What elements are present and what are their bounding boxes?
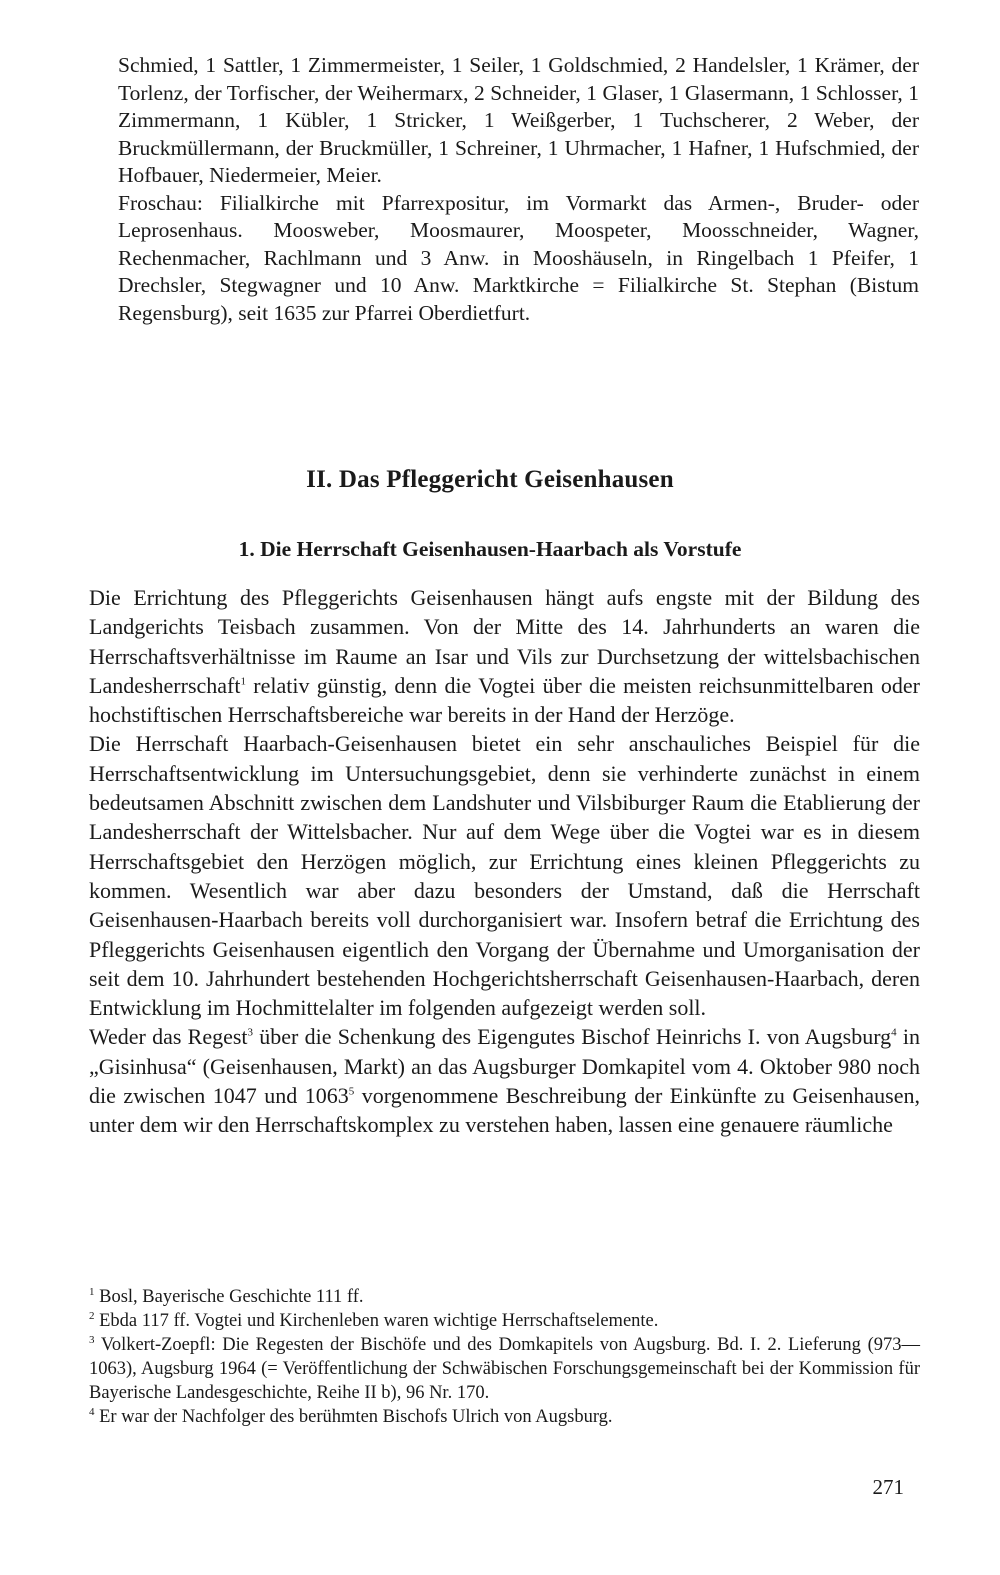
subsection-heading: 1. Die Herrschaft Geisenhausen-Haarbach als Vorstufe	[238, 537, 742, 561]
footnote-text: Volkert-Zoepfl: Die Regesten der Bischöfe und des Domkapitels von Augsburg. Bd. I. 2. Lieferung (973—1063), Augsburg 1964 (= Veröffentlichung der Schwäbischen Forschungsgemeinschaft bei der Kommission für Bayerische Landesgeschichte, Reihe II b), 96 Nr. 170.	[89, 1335, 921, 1403]
footnote-text: Er war der Nachfolger des berühmten Bischofs Ulrich von Augsburg.	[99, 1407, 613, 1427]
continued-paragraph: Schmied, 1 Sattler, 1 Zimmermeister, 1 Seiler, 1 Goldschmied, 2 Handelsler, 1 Krämer, der Torlenz, der Torfischer, der Weihermarx, 2 Schneider, 1 Glaser, 1 Glasermann, 1 Schlosser, 1 Zimmermann, 1 Kübler, 1 Stricker, 1 Weißgerber, 1 Tuchscherer, 2 Weber, der Bruckmüllermann, der Bruckmüller, 1 Schreiner, 1 Uhrmacher, 1 Hafner, 1 Hufschmied, der Hofbauer, Niedermeier, Meier.	[118, 53, 919, 187]
body-text: Die Errichtung des Pfleggerichts Geisenhausen hängt aufs engste mit der Bildung des Landgerichts Teisbach zusammen. Von der Mitte des 14. Jahrhunderts an waren die Herrschaftsverhältnisse im Raume an Isar und Vils zur Durchsetzung der wittelsbachischen Landesherrschaft	[89, 585, 920, 698]
body-text: relativ günstig, denn die Vogtei über die meisten reichsunmittelbaren oder hochstiftischen Herrschaftsbereiche war bereits in der Hand der Herzöge.	[89, 672, 920, 728]
footnote-text: Bosl, Bayerische Geschichte 111 ff.	[99, 1287, 364, 1307]
page-number: 271	[872, 1475, 904, 1499]
footnote-number: 1	[89, 1285, 95, 1298]
body-text: Weder das Regest	[89, 1024, 248, 1050]
body-paragraph-1	[89, 583, 920, 729]
footnotes	[89, 1285, 920, 1429]
footnote-1	[89, 1285, 920, 1309]
footnote-2	[89, 1309, 920, 1333]
footnote-ref-4: 4	[891, 1027, 897, 1040]
footnote-number: 2	[89, 1309, 95, 1322]
body-text: über die Schenkung des Eigengutes Bischof Heinrichs I. von Augsburg	[253, 1024, 892, 1050]
footnote-number: 4	[89, 1405, 95, 1418]
body-paragraph-2: Die Herrschaft Haarbach-Geisenhausen bietet ein sehr anschauliches Beispiel für die Herrschaftsentwicklung im Untersuchungsgebiet, denn sie verhinderte zunächst in einem bedeutsamen Abschnitt zwischen dem Landshuter und Vilsbiburger Raum die Etablierung der Landesherrschaft der Wittelsbacher. Nur auf dem Wege über die Vogtei war es in diesem Herrschaftsgebiet den Herzögen möglich, zur Errichtung eines kleinen Pfleggerichts zu kommen. Wesentlich war aber dazu besonders der Umstand, daß die Herrschaft Geisenhausen-Haarbach bereits voll durchorganisiert war. Insofern betraf die Errichtung des Pfleggerichts Geisenhausen eigentlich den Vorgang der Übernahme und Umorganisation der seit dem 10. Jahrhundert bestehenden Hochgerichtsherrschaft Geisenhausen-Haarbach, deren Entwicklung im Hochmittelalter im folgenden aufgezeigt werden soll.	[89, 731, 920, 1021]
footnote-3	[89, 1333, 920, 1405]
footnote-ref-3: 3	[247, 1027, 254, 1040]
footnote-ref-1: 1	[240, 675, 246, 688]
footnote-4	[89, 1405, 920, 1429]
body-text: vorgenommene Beschreibung der Einkünfte zu Geisenhausen, unter dem wir den Herrschaftskomplex zu verstehen haben, lassen eine genauere räumliche	[89, 1083, 920, 1138]
body-paragraph-3	[89, 1022, 920, 1139]
footnote-ref-5: 5	[348, 1085, 355, 1098]
main-text	[89, 583, 920, 1140]
footnote-text: Ebda 117 ff. Vogtei und Kirchenleben waren wichtige Herrschaftselemente.	[99, 1311, 659, 1331]
froschau-paragraph: Froschau: Filialkirche mit Pfarrexpositur, im Vormarkt das Armen-, Bruder- oder Leprosenhaus. Moosweber, Moosmaurer, Moospeter, Moosschneider, Wagner, Rechenmacher, Rachlmann und 3 Anw. in Mooshäuseln, in Ringelbach 1 Pfeifer, 1 Drechsler, Stegwagner und 10 Anw. Marktkirche = Filialkirche St. Stephan (Bistum Regensburg), seit 1635 zur Pfarrei Oberdietfurt.	[118, 190, 919, 325]
body-text: in „Gisinhusa“ (Geisenhausen, Markt) an das Augsburger Domkapitel vom 4. Oktober 980 noch die zwischen 1047 und 1063	[89, 1024, 920, 1109]
continued-list-block	[118, 52, 919, 327]
footnote-number: 3	[89, 1333, 95, 1346]
section-heading: II. Das Pfleggericht Geisenhausen	[306, 466, 674, 493]
